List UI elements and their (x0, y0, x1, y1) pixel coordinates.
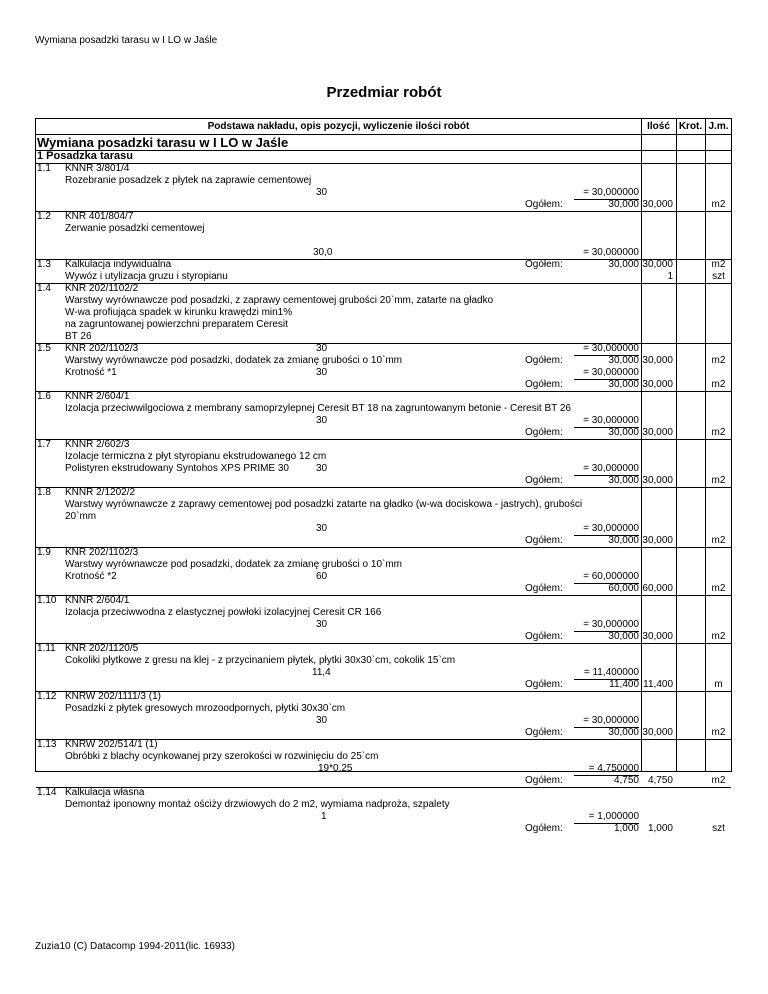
item-number: 1.6 (37, 391, 51, 402)
item-quantity: 4,750 (647, 775, 673, 786)
item-total: 30,000 (608, 259, 639, 270)
item-unit: m2 (711, 631, 726, 642)
item-number: 1.8 (37, 487, 51, 498)
item-unit: m2 (711, 379, 726, 390)
item-total: 1,000 (613, 823, 639, 834)
item-code: KNNR 2/1202/2 (65, 487, 136, 498)
item-calculation: 60 (316, 571, 328, 582)
item-unit: m2 (711, 427, 726, 438)
item-description: Cokoliki płytkowe z gresu na klej - z przycinaniem płytek, płytki 30x30`cm, cokolik 15`cm (65, 655, 456, 666)
header-unit: J.m. (708, 121, 729, 132)
item-total: 30,000 (608, 631, 639, 642)
item-calculation: 1 (321, 811, 327, 822)
item-quantity: 30,000 (642, 259, 673, 270)
item-sum: = 60,000000 (583, 571, 639, 582)
item-quantity: 1,000 (647, 823, 673, 834)
item-quantity: 30,000 (642, 631, 673, 642)
item-calculation: 19*0,25 (318, 763, 353, 774)
total-label: Ogółem: (525, 631, 563, 642)
item-calculation: 30 (316, 463, 328, 474)
item-quantity: 30,000 (642, 199, 673, 210)
item-number: 1.10 (37, 595, 57, 606)
page-title: Przedmiar robót (326, 84, 442, 101)
item-sum: = 4,750000 (588, 763, 639, 774)
total-label: Ogółem: (525, 199, 563, 210)
item-description: Krotność *1 (65, 367, 117, 378)
item-unit: m2 (711, 199, 726, 210)
item-sum: = 1,000000 (588, 811, 639, 822)
item-description: Warstwy wyrównawcze z zaprawy cementowej pod posadzki zatarte na gładko (w-wa dociskowa - jastrych), grubości (65, 499, 583, 510)
item-number: 1.9 (37, 547, 51, 558)
item-number: 1.1 (37, 163, 51, 174)
item-quantity: 30,000 (642, 427, 673, 438)
page-footer: Zuzia10 (C) Datacomp 1994-2011(lic. 16933) (35, 941, 235, 952)
item-total: 30,000 (608, 427, 639, 438)
item-sum: = 30,000000 (583, 619, 639, 630)
item-quantity: 30,000 (642, 355, 673, 366)
item-description: Zerwanie posadzki cementowej (65, 223, 205, 234)
total-label: Ogółem: (525, 475, 563, 486)
item-code: KNNR 2/604/1 (65, 595, 130, 606)
item-description: Izolacje termiczna z płyt styropianu ekstrudowanego 12 cm (65, 451, 327, 462)
subsection-title: 1 Posadzka tarasu (37, 150, 133, 162)
item-code: KNR 401/804/7 (65, 211, 134, 222)
total-label: Ogółem: (525, 379, 563, 390)
item-total: 30,000 (608, 355, 639, 366)
item-description: Warstwy wyrównawcze pod posadzki, dodatek za zmianę grubości o 10`mm (65, 355, 402, 366)
item-description: Polistyren ekstrudowany Syntohos XPS PRIME 30 (65, 463, 289, 474)
item-description: BT 26 (65, 331, 92, 342)
total-label: Ogółem: (525, 259, 563, 270)
total-label: Ogółem: (525, 355, 563, 366)
row-divider (36, 547, 731, 548)
row-divider (36, 211, 731, 212)
item-sum: = 30,000000 (583, 523, 639, 534)
item-quantity: 1 (667, 271, 673, 282)
item-number: 1.5 (37, 343, 51, 354)
col-divider (676, 119, 677, 771)
item-calculation: 30 (316, 523, 328, 534)
row-divider (36, 643, 731, 644)
col-divider (705, 119, 706, 771)
item-description: na zagruntowanej powierzchni preparatem Ceresit (65, 319, 288, 330)
total-label: Ogółem: (525, 775, 563, 786)
item-sum: = 30,000000 (583, 187, 639, 198)
item-total: 30,000 (608, 199, 639, 210)
item-unit: szt (712, 823, 725, 834)
item-code: KNR 202/1102/3 (65, 343, 139, 354)
item-unit: m2 (711, 535, 726, 546)
row-divider (36, 595, 731, 596)
item-description: Izolacja przeciwwodna z elastycznej powłoki izolacyjnej Ceresit CR 166 (65, 607, 382, 618)
item-unit: m (714, 679, 723, 690)
item-quantity: 30,000 (642, 475, 673, 486)
item-unit: m2 (711, 259, 726, 270)
item-calculation: 30 (316, 619, 328, 630)
item-unit: m2 (711, 583, 726, 594)
item-number: 1.3 (37, 259, 51, 270)
item-calculation: 30,0 (313, 247, 333, 258)
item-quantity: 11,400 (643, 679, 673, 690)
row-divider (36, 391, 731, 392)
row-divider (36, 283, 731, 284)
item-quantity: 30,000 (642, 727, 673, 738)
item-total: 4,750 (613, 775, 639, 786)
item-sum: = 30,000000 (583, 715, 639, 726)
item-total: 60,000 (608, 583, 639, 594)
item-total: 11,400 (609, 679, 639, 690)
section-title: Wymiana posadzki tarasu w I LO w Jaśle (37, 135, 289, 150)
item-sum: = 30,000000 (583, 463, 639, 474)
total-label: Ogółem: (525, 727, 563, 738)
item-calculation: 30 (316, 415, 328, 426)
page-header: Wymiana posadzki tarasu w I LO w Jaśle (35, 35, 218, 46)
row-divider (36, 439, 731, 440)
item-quantity: 30,000 (642, 535, 673, 546)
item-sum: = 30,000000 (583, 367, 639, 378)
item-unit: szt (712, 271, 725, 282)
header-quantity: Ilość (647, 121, 670, 132)
item-total: 30,000 (608, 727, 639, 738)
item-number: 1.7 (37, 439, 51, 450)
item-sum: = 11,400000 (583, 667, 639, 678)
item-sum: = 30,000000 (583, 247, 639, 258)
item-quantity: 60,000 (642, 583, 673, 594)
item-number: 1.12 (37, 691, 57, 702)
item-code: KNNR 2/602/3 (65, 439, 130, 450)
item-code: KNNR 3/801/4 (65, 163, 130, 174)
item-total: 30,000 (608, 535, 639, 546)
item-code: KNR 202/1120/5 (65, 643, 139, 654)
item-number: 1.14 (37, 787, 57, 798)
section-rule (36, 150, 731, 151)
item-description: Krotność *2 (65, 571, 117, 582)
item-description: Wywóz i utylizacja gruzu i styropianu (65, 271, 228, 282)
item-description: Posadzki z płytek gresowych mrozoodpornych, płytki 30x30`cm (65, 703, 346, 714)
total-label: Ogółem: (525, 583, 563, 594)
item-description: 20`mm (65, 511, 97, 522)
item-calculation: 11,4 (312, 667, 331, 678)
item-calculation: 30 (316, 715, 328, 726)
estimate-table (35, 118, 732, 834)
total-label: Ogółem: (525, 823, 563, 834)
item-calculation: 30 (316, 187, 328, 198)
item-description: Demontaż iponowny montaż ościży drzwiowych do 2 m2, wymiama nadproża, szpalety (65, 799, 450, 810)
item-description: Rozebranie posadzek z płytek na zaprawie cementowej (65, 175, 312, 186)
item-description: Izolacja przeciwwilgociowa z membrany samoprzylepnej Ceresit BT 18 na zagruntowanym betonie - Ceresit BT 26 (65, 403, 571, 414)
item-calculation: 30 (316, 343, 328, 354)
total-label: Ogółem: (525, 427, 563, 438)
item-code: KNRW 202/1111/3 (1) (65, 691, 161, 702)
item-sum: = 30,000000 (583, 415, 639, 426)
item-code: KNR 202/1102/2 (65, 283, 139, 294)
item-code: KNNR 2/604/1 (65, 391, 130, 402)
item-total: 30,000 (608, 475, 639, 486)
item-code: Kalkulacja indywidualna (65, 259, 172, 270)
item-number: 1.2 (37, 211, 51, 222)
item-unit: m2 (711, 775, 726, 786)
total-label: Ogółem: (525, 679, 563, 690)
item-calculation: 30 (316, 367, 328, 378)
item-quantity: 30,000 (642, 379, 673, 390)
item-number: 1.11 (37, 643, 56, 654)
item-sum: = 30,000000 (583, 343, 639, 354)
item-code: KNRW 202/514/1 (1) (65, 739, 158, 750)
item-description: Obróbki z blachy ocynkowanej przy szerokości w rozwinięciu do 25`cm (65, 751, 379, 762)
item-number: 1.4 (37, 283, 51, 294)
row-divider (36, 343, 731, 344)
total-label: Ogółem: (525, 535, 563, 546)
item-total: 30,000 (608, 379, 639, 390)
item-unit: m2 (711, 475, 726, 486)
item-number: 1.13 (37, 739, 57, 750)
row-divider (36, 487, 731, 488)
item-description: W-wa profiująca spadek w kirunku krawędzi min1% (65, 307, 293, 318)
header-multiplier: Krot. (678, 121, 703, 132)
col-divider (641, 119, 642, 771)
item-unit: m2 (711, 727, 726, 738)
subsection-rule (36, 163, 731, 164)
item-code: Kalkulacja własna (65, 787, 145, 798)
item-unit: m2 (711, 355, 726, 366)
item-description: Warstwy wyrównawcze pod posadzki, z zaprawy cementowej grubości 20`mm, zatarte na gładko (65, 295, 494, 306)
item-description: Warstwy wyrównawcze pod posadzki, dodatek za zmianę grubości o 10`mm (65, 559, 402, 570)
header-description: Podstawa nakładu, opis pozycji, wyliczenie ilości robót (207, 121, 470, 132)
item-code: KNR 202/1102/3 (65, 547, 139, 558)
